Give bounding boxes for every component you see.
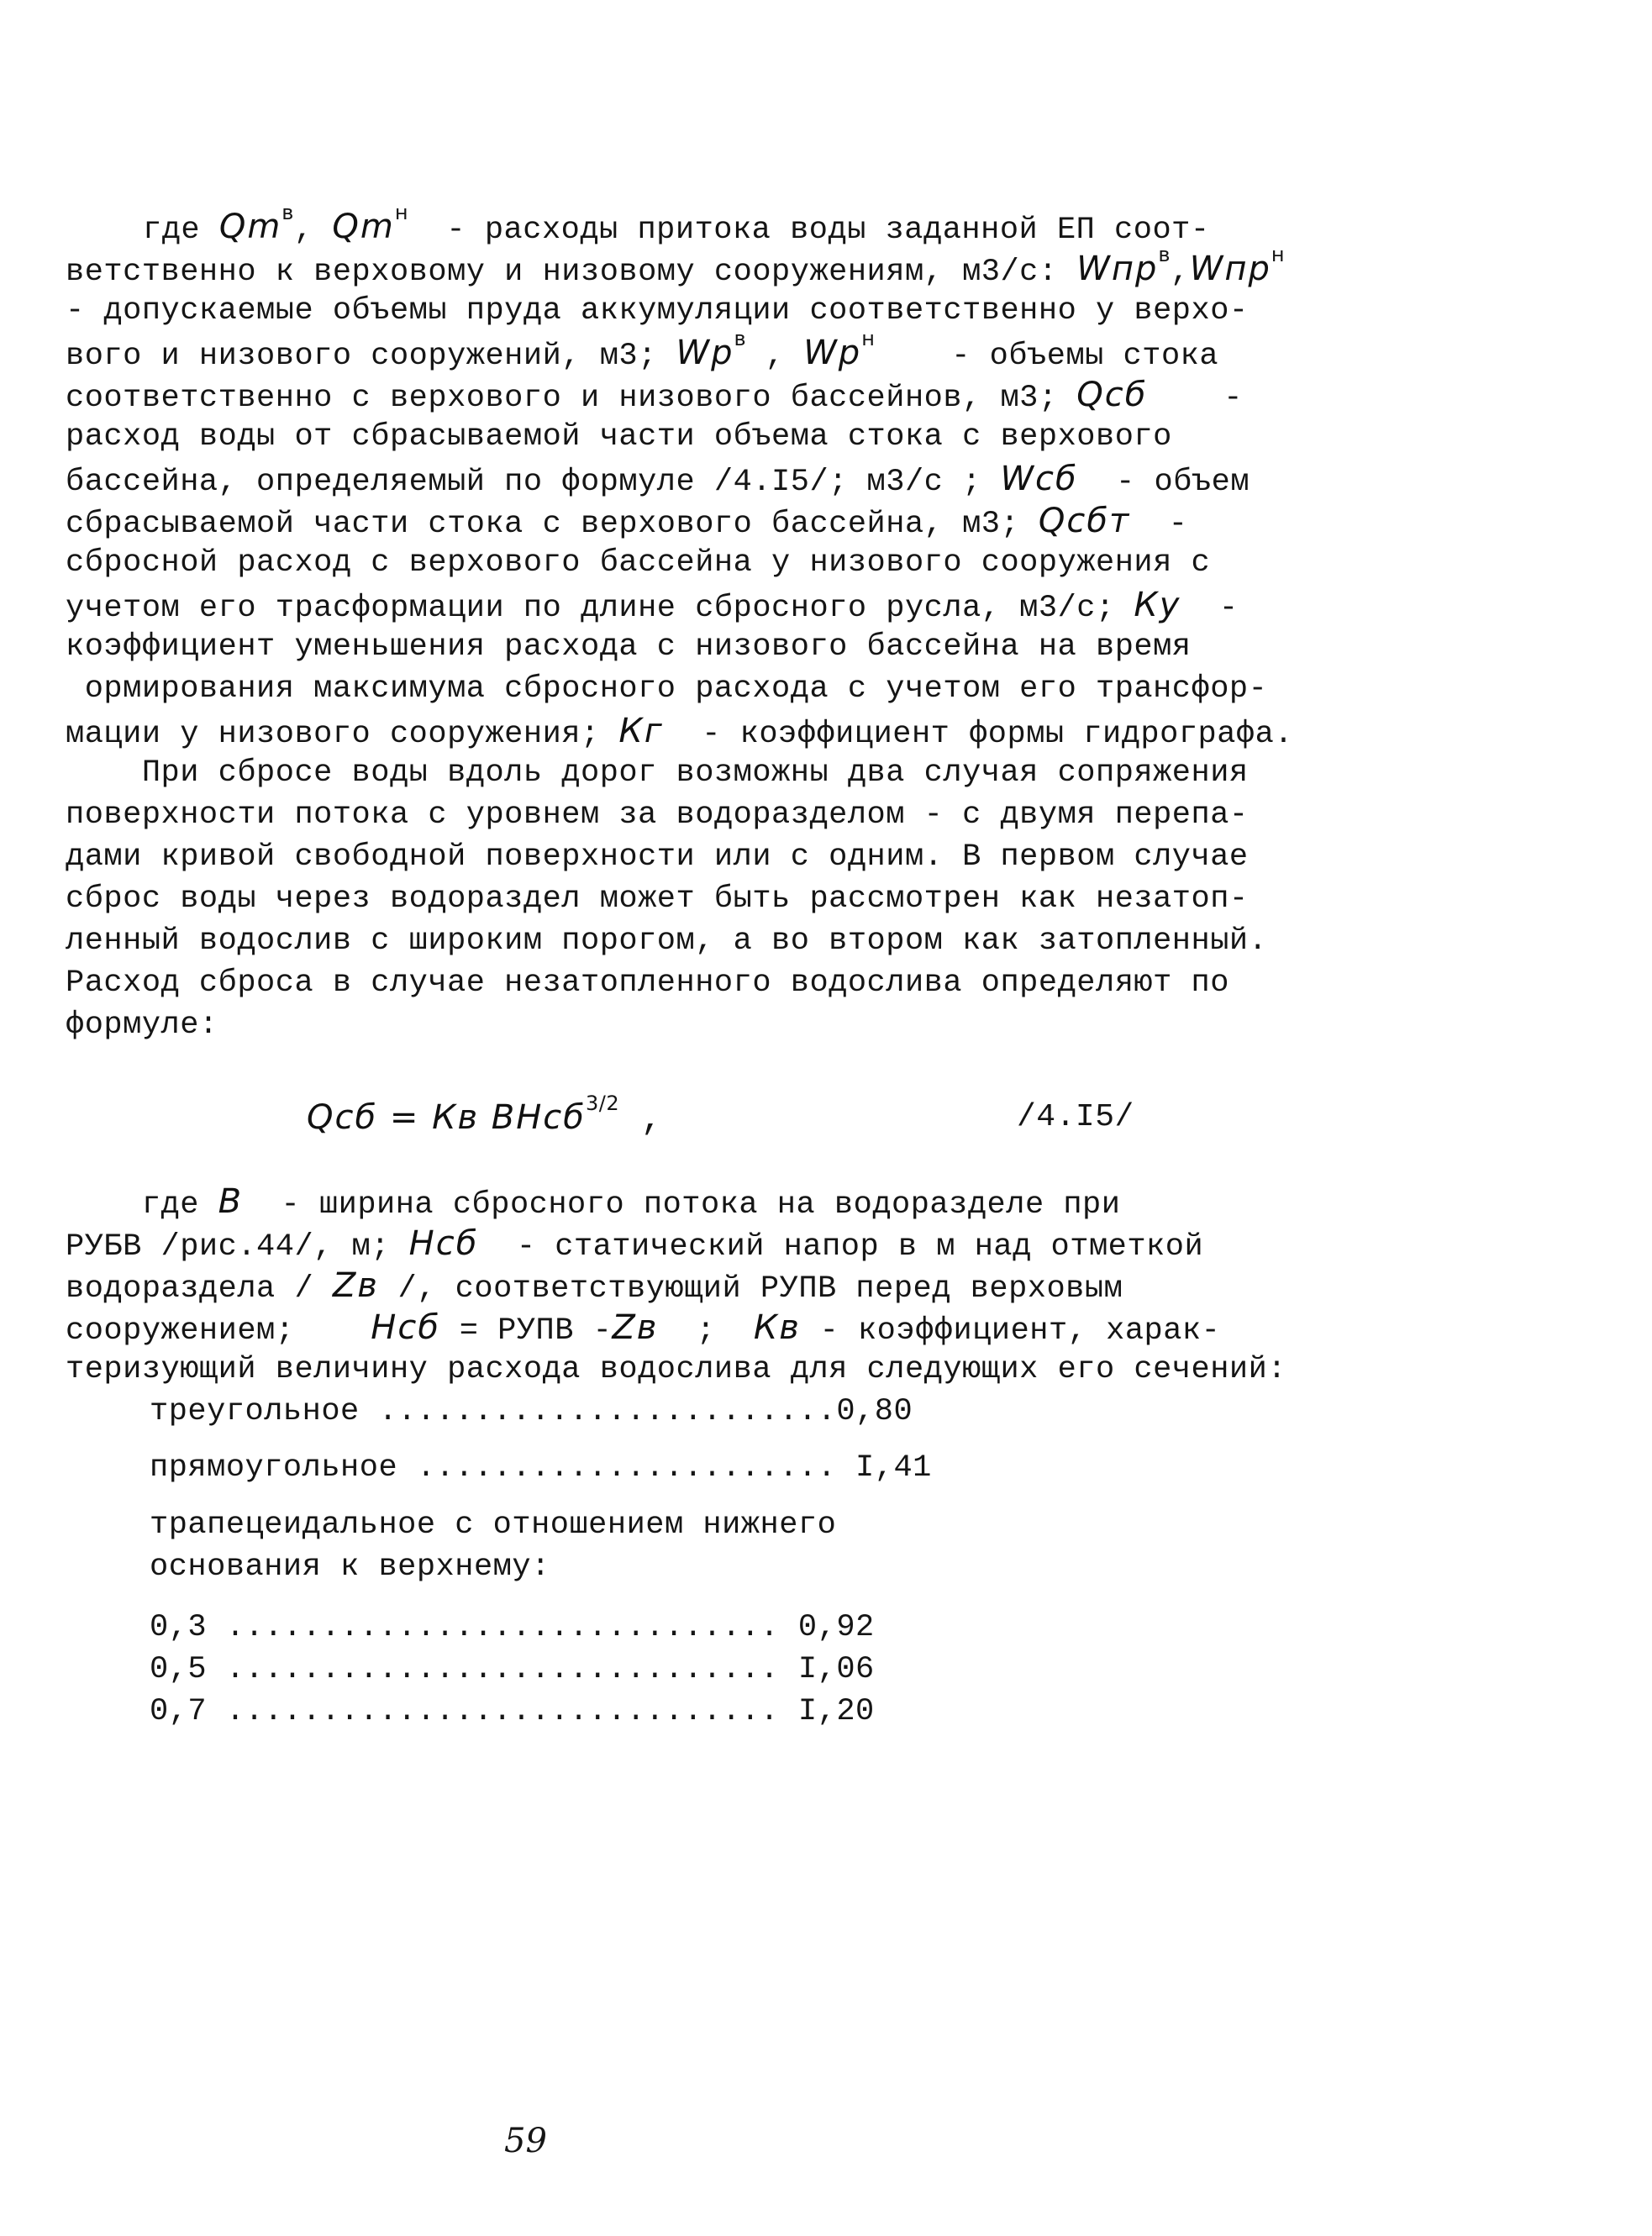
coef-row-0-3: 0,3 ............................. 0,92 [150, 1610, 875, 1645]
para1-line-5: соответственно с верхового и низового бассейнов, м3; Qсб - [66, 376, 1243, 416]
para1-line-1: где $Qm^в$, $Qm^н$ - расходы притока воды заданной ЕП соот- [143, 201, 1210, 248]
para1-line-9: сбросной расход с верхового бассейна у низового сооружения с [66, 545, 1211, 581]
para3-line-5: теризующий величину расхода водослива для следующих его сечений: [66, 1352, 1287, 1387]
para3-line-4: сооружением; Нсб = РУПВ -Zв ; Кв - коэффициент, харак- [66, 1308, 1221, 1349]
para2-line-6: Расход сброса в случае незатопленного водослива определяют по [66, 965, 1229, 1001]
para1-line-2: ветственно к верховому и низовому сооружениям, м3/с: Wпр$^в$,Wпр$^н$ [66, 243, 1286, 290]
coef-triangle: треугольное ........................0,80 [150, 1394, 913, 1429]
para1-line-6: расход воды от сбрасываемой части объема стока с верхового [66, 419, 1172, 455]
para2-line-2: поверхности потока с уровнем за водоразделом - с двумя перепа- [66, 797, 1249, 833]
para2-line-5: ленный водослив с широким порогом, а во втором как затопленный. [66, 923, 1268, 959]
coef-rectangle: прямоугольное ...................... I,41 [150, 1450, 932, 1486]
para2-line-7: формуле: [66, 1008, 218, 1043]
para1-line-7: бассейна, определяемый по формуле /4.I5/; м3/с ; Wсб - объем [66, 460, 1250, 500]
symbol-qm-lower: Qm [332, 208, 395, 246]
page-number: 59 [504, 2122, 547, 2160]
para3-line-2: РУБВ /рис.44/, м; Нсб - статический напор в м над отметкой [66, 1224, 1204, 1265]
para1-line-11: коэффициент уменьшения расхода с низового бассейна на время [66, 629, 1192, 665]
para3-line-3: водораздела / Zв /, соответствующий РУПВ перед верховым [66, 1266, 1123, 1307]
para1-line-8: сбрасываемой части стока с верхового бассейна, м3; Qсбт - [66, 502, 1188, 542]
symbol-qm-upper: Qm [218, 208, 282, 246]
coef-trapezoid-heading-2: основания к верхнему: [150, 1549, 550, 1585]
para2-line-4: сброс воды через водораздел может быть рассмотрен как незатоп- [66, 881, 1249, 917]
para2-line-1: При сбросе воды вдоль дорог возможны два случая сопряжения [66, 755, 1249, 791]
para1-line-10: учетом его трасформации по длине сбросного русла, м3/с; Ку - [66, 586, 1239, 626]
para1-line-4: вого и низового сооружений, м3; $Wр^в$ , $Wр^н$ - объемы стока [66, 327, 1219, 374]
para2-line-3: дами кривой свободной поверхности или с одним. В первом случае [66, 839, 1249, 875]
coef-row-0-5: 0,5 ............................. I,06 [150, 1652, 875, 1687]
coef-trapezoid-heading-1: трапецеидальное с отношением нижнего [150, 1507, 837, 1543]
para1-line-3: - допускаемые объемы пруда аккумуляции соответственно у верхо- [66, 293, 1249, 329]
coef-row-0-7: 0,7 ............................. I,20 [150, 1694, 875, 1729]
para1-line-13: мации у низового сооружения; Кг - коэффициент формы гидрографа. [66, 712, 1294, 752]
formula-number: /4.I5/ [1017, 1099, 1134, 1135]
para3-line-1: где В - ширина сбросного потока на водоразделе при [66, 1182, 1121, 1223]
formula-4-15: Qсб = Кв ВНсб$^{3/2}$ , [307, 1092, 663, 1139]
para1-line-12: ормирования максимума сбросного расхода с учетом его трансфор- [66, 671, 1268, 707]
